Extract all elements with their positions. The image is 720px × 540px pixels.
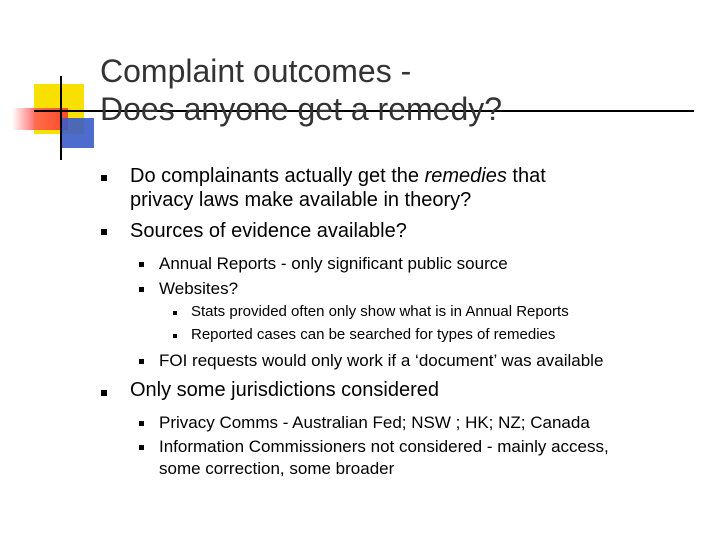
bullet-marker <box>101 229 107 235</box>
sub-sub-bullet-cases: Reported cases can be searched for types of remedies <box>191 326 556 343</box>
sub-bullet-marker <box>139 445 144 450</box>
bullet-1-text <box>130 165 546 188</box>
bullet-3-text: Only some jurisdictions considered <box>130 379 440 401</box>
sub-sub-bullet-marker <box>173 334 177 338</box>
sub-bullet-websites: Websites? <box>159 279 239 298</box>
bullet-1-text-end: that <box>506 165 546 187</box>
bullet-1-emphasis: remedies <box>424 165 507 187</box>
sub-bullet-marker <box>139 421 144 426</box>
sub-sub-bullet-stats: Stats provided often only show what is in Annual Reports <box>191 303 569 320</box>
sub-bullet-foi: FOI requests would only work if a ‘document’ was available <box>159 351 604 370</box>
sub-bullet-privacy-comms: Privacy Comms - Australian Fed; NSW ; HK; NZ; Canada <box>159 413 590 432</box>
sub-bullet-marker <box>139 287 144 292</box>
title-line-2: Does anyone get a remedy? <box>100 91 503 127</box>
bullet-marker <box>101 390 107 396</box>
sub-bullet-annual-reports: Annual Reports - only significant public source <box>159 254 508 273</box>
sub-bullet-marker <box>139 262 144 267</box>
bullet-1-text-start: Do complainants actually get the <box>130 165 425 187</box>
bullet-1-line-2: privacy laws make available in theory? <box>130 189 472 211</box>
sub-bullet-info-commissioners: Information Commissioners not considered - mainly access, <box>159 437 609 456</box>
vertical-rule <box>60 76 62 160</box>
sub-bullet-info-commissioners-line-2: some correction, some broader <box>159 459 395 478</box>
title-line-1: Complaint outcomes - <box>100 53 412 89</box>
sub-sub-bullet-marker <box>173 311 177 315</box>
sub-bullet-marker <box>139 359 144 364</box>
bullet-2-text: Sources of evidence available? <box>130 220 407 242</box>
blue-square-decoration <box>60 118 94 148</box>
bullet-marker <box>101 175 107 181</box>
slide-title <box>100 52 700 128</box>
